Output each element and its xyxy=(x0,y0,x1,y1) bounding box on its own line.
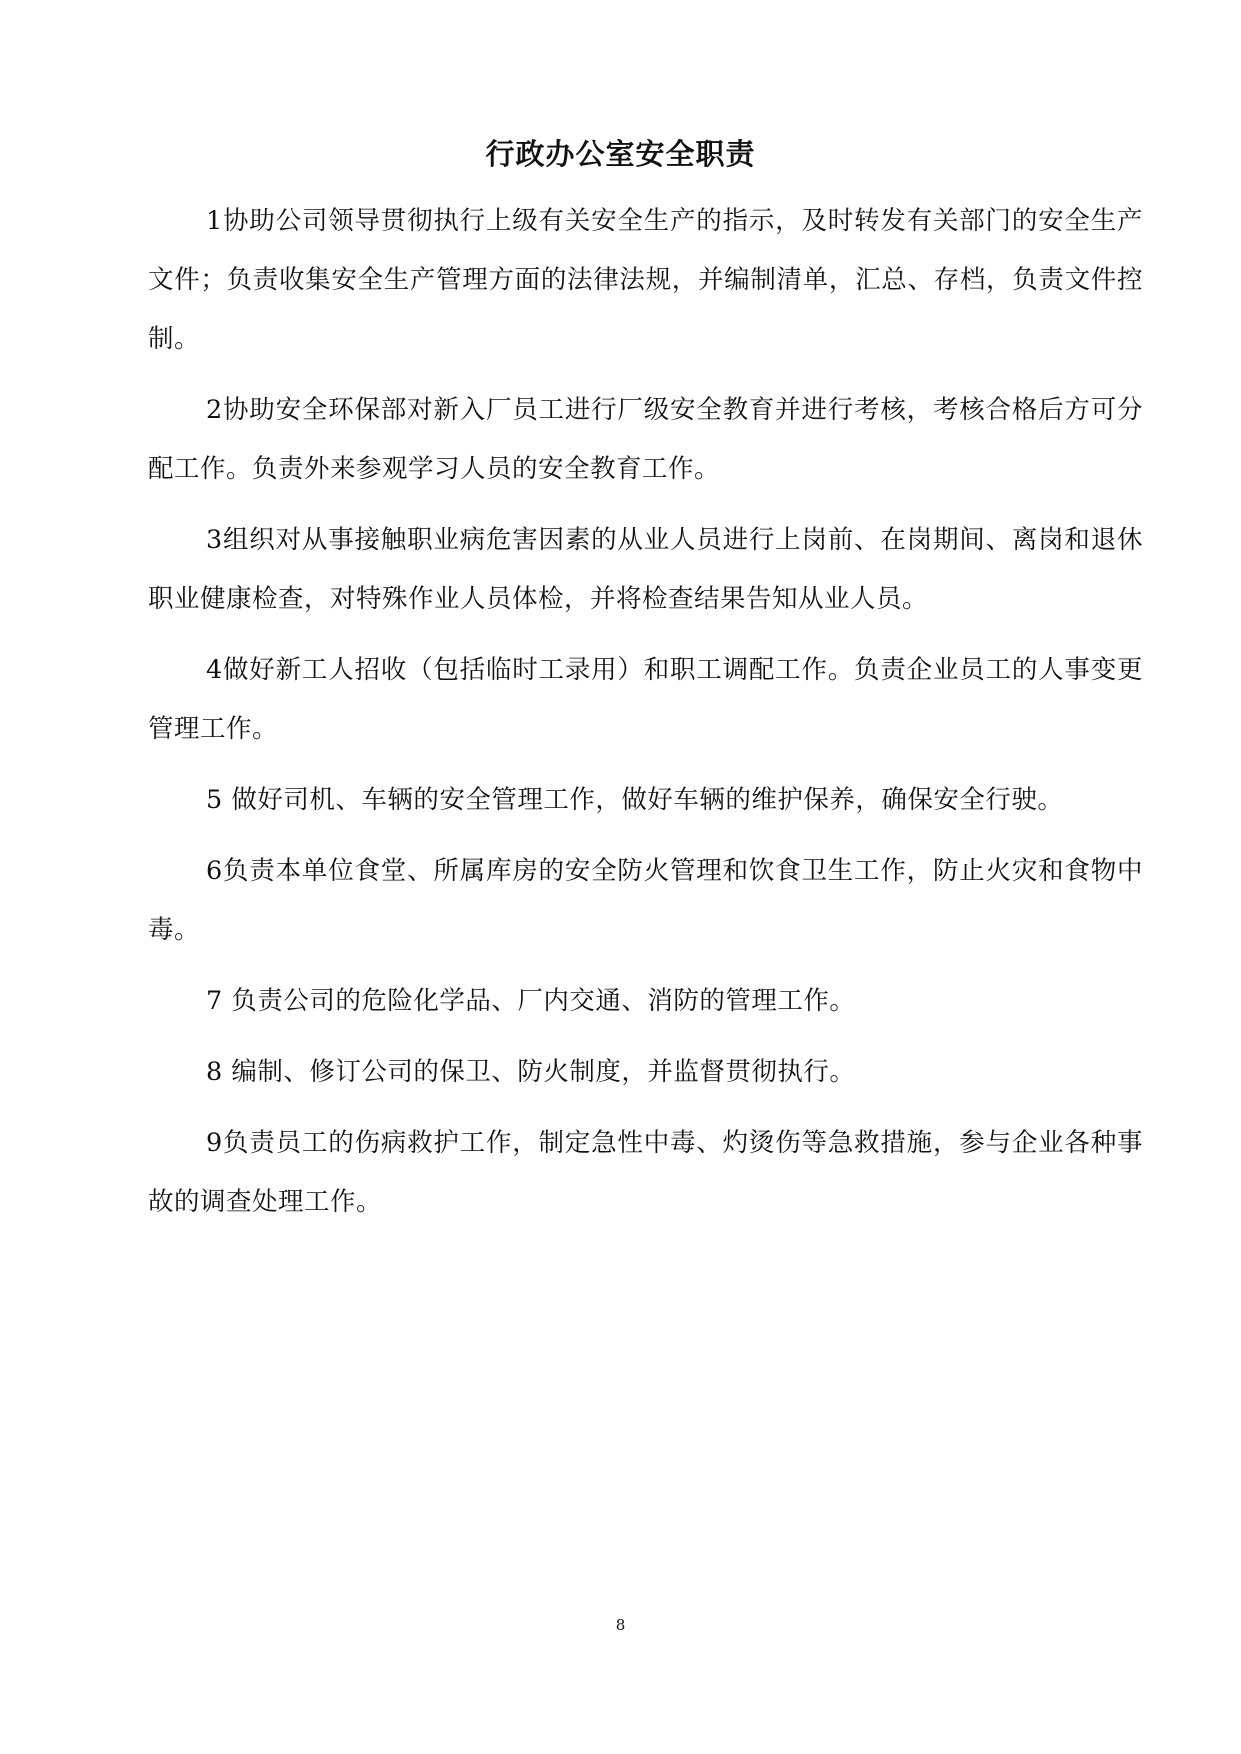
paragraph-7: 7 负责公司的危险化学品、厂内交通、消防的管理工作。 xyxy=(206,986,856,1016)
paragraph-8: 8 编制、修订公司的保卫、防火制度，并监督贯彻执行。 xyxy=(206,1057,856,1087)
paragraph-1: 1协助公司领导贯彻执行上级有关安全生产的指示，及时转发有关部门的安全生产文件；负责收集安全生产管理方面的法律法规，并编制清单，汇总、存档，负责文件控制。 xyxy=(148,206,1143,354)
paragraph-6: 6负责本单位食堂、所属库房的安全防火管理和饮食卫生工作，防止火灾和食物中毒。 xyxy=(148,856,1143,945)
paragraph-4: 4做好新工人招收（包括临时工录用）和职工调配工作。负责企业员工的人事变更管理工作。 xyxy=(148,655,1143,744)
paragraph-3: 3组织对从事接触职业病危害因素的从业人员进行上岗前、在岗期间、离岗和退休职业健康检查，对特殊作业人员体检，并将检查结果告知从业人员。 xyxy=(148,525,1143,614)
page-number: 8 xyxy=(615,1616,626,1634)
page-title: 行政办公室安全职责 xyxy=(485,137,756,171)
paragraph-5: 5 做好司机、车辆的安全管理工作，做好车辆的维护保养，确保安全行驶。 xyxy=(206,785,1064,815)
paragraph-9: 9负责员工的伤病救护工作，制定急性中毒、灼烫伤等急救措施，参与企业各种事故的调查处理工作。 xyxy=(148,1128,1143,1217)
paragraph-2: 2协助安全环保部对新入厂员工进行厂级安全教育并进行考核，考核合格后方可分配工作。负责外来参观学习人员的安全教育工作。 xyxy=(148,395,1143,484)
body-text xyxy=(148,192,1143,1244)
